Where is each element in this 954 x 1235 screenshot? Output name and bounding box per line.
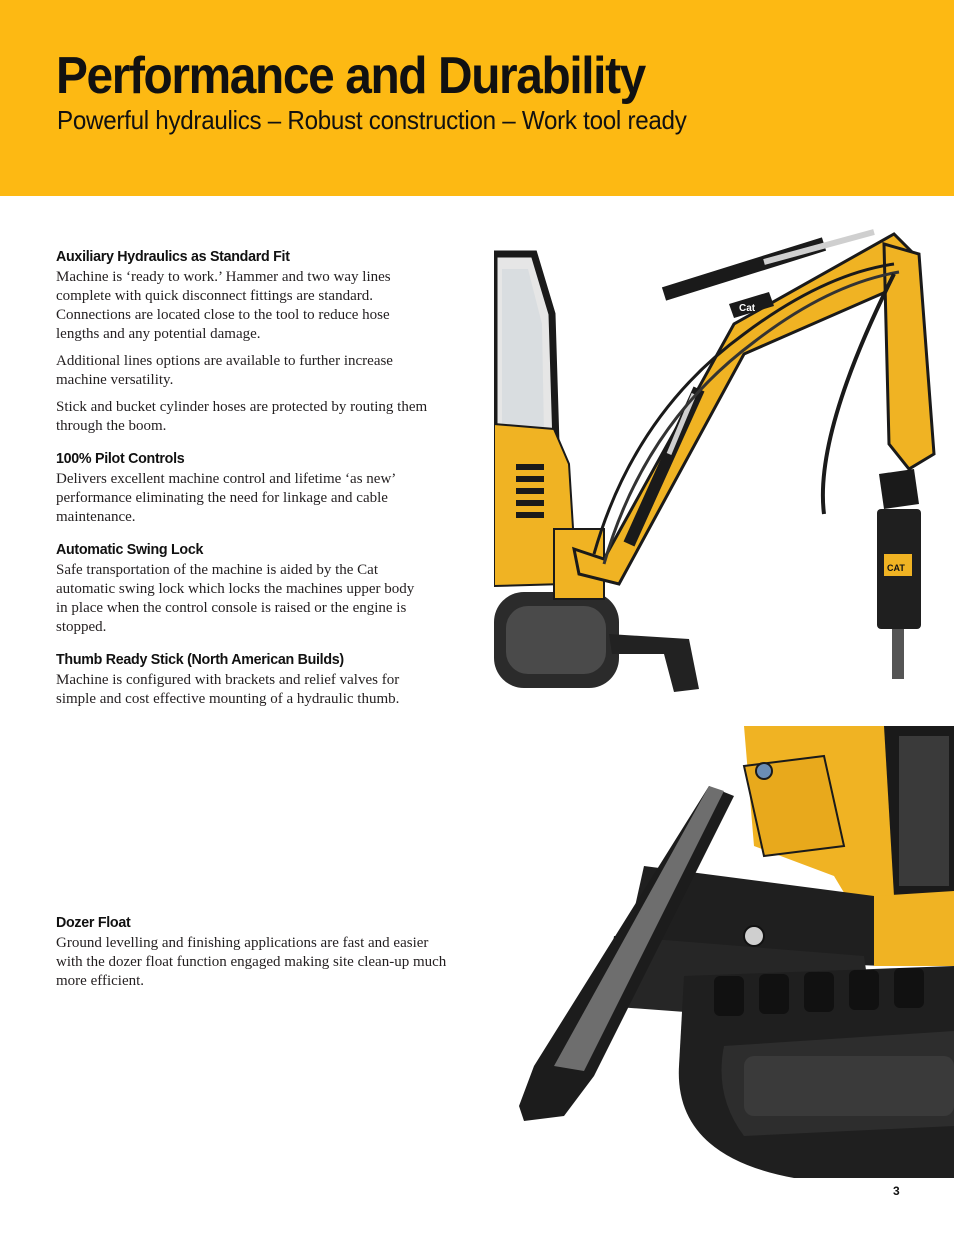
hammer-cat-label: CAT: [887, 563, 905, 573]
section-heading: Dozer Float: [56, 914, 131, 931]
section-pilot-controls: [56, 450, 436, 527]
section-paragraph: Ground levelling and finishing applications are fast and easier with the dozer float function engaged making site clean-up much more efficient.: [56, 935, 447, 989]
section-paragraph: Additional lines options are available to further increase machine versatility.: [56, 353, 393, 388]
section-paragraph: Safe transportation of the machine is aided by the Cat automatic swing lock which locks the machines upper body in place when the control console is raised or the engine is stopped.: [56, 562, 415, 635]
section-paragraph: Delivers excellent machine control and lifetime ‘as new’ performance eliminating the need for linkage and cable maintenance.: [56, 471, 396, 525]
section-heading: Auxiliary Hydraulics as Standard Fit: [56, 248, 290, 265]
cat-logo: Cat: [739, 303, 756, 314]
section-paragraph: Stick and bucket cylinder hoses are protected by routing them through the boom.: [56, 399, 428, 434]
section-paragraph: Machine is configured with brackets and relief valves for simple and cost effective mounting of a hydraulic thumb.: [56, 672, 400, 707]
page-title: Performance and Durability: [56, 47, 645, 105]
section-paragraph: Machine is ‘ready to work.’ Hammer and two way lines complete with quick disconnect fittings are standard. Connections are located close to the tool to reduce hose lengths and any potential damage.: [56, 269, 391, 342]
section-swing-lock: [56, 541, 436, 637]
section-heading: Thumb Ready Stick (North American Builds): [56, 651, 344, 668]
page-subtitle: Powerful hydraulics – Robust construction – Work tool ready: [57, 105, 687, 135]
excavator-hammer-photo: [494, 214, 954, 692]
header-banner: [0, 0, 954, 196]
section-auxiliary-hydraulics: [56, 248, 436, 436]
section-dozer-float: [56, 914, 456, 999]
section-heading: 100% Pilot Controls: [56, 450, 185, 467]
text-column-top: [56, 248, 436, 717]
section-heading: Automatic Swing Lock: [56, 541, 204, 558]
dozer-blade-photo: [494, 726, 954, 1178]
page-number: 3: [893, 1184, 900, 1198]
section-thumb-ready: [56, 651, 436, 709]
